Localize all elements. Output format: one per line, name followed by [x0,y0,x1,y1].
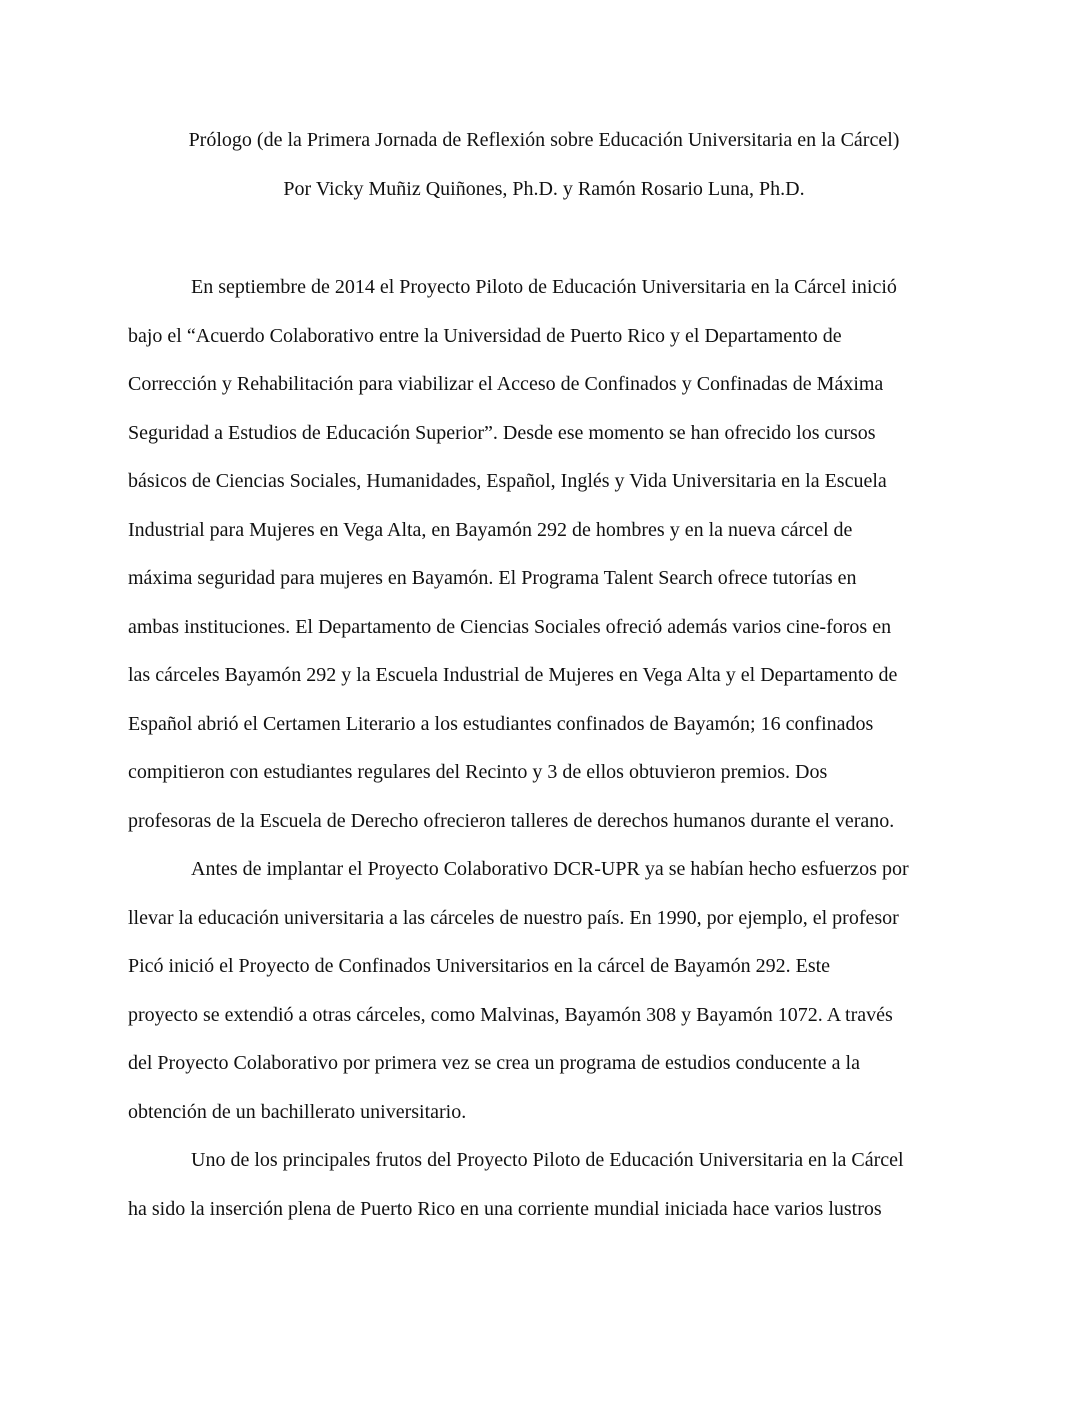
paragraph-line: Corrección y Rehabilitación para viabilizar el Acceso de Confinados y Confinadas de Máxima [128,373,884,395]
paragraph-line: Picó inició el Proyecto de Confinados Universitarios en la cárcel de Bayamón 292. Este [128,955,831,977]
paragraph-line: En septiembre de 2014 el Proyecto Piloto de Educación Universitaria en la Cárcel inició [191,276,897,298]
paragraph-line: Uno de los principales frutos del Proyecto Piloto de Educación Universitaria en la Cárcel [191,1149,904,1171]
paragraph-line: las cárceles Bayamón 292 y la Escuela Industrial de Mujeres en Vega Alta y el Departamento de [128,664,898,686]
paragraph-line: ambas instituciones. El Departamento de Ciencias Sociales ofreció además varios cine-foros en [128,616,892,638]
paragraph-line: bajo el “Acuerdo Colaborativo entre la Universidad de Puerto Rico y el Departamento de [128,325,842,347]
paragraph-line: Industrial para Mujeres en Vega Alta, en Bayamón 292 de hombres y en la nueva cárcel de [128,519,853,541]
document-title: Prólogo (de la Primera Jornada de Reflexión sobre Educación Universitaria en la Cárcel) [188,129,900,151]
document-byline: Por Vicky Muñiz Quiñones, Ph.D. y Ramón Rosario Luna, Ph.D. [283,178,805,200]
paragraph-line: llevar la educación universitaria a las cárceles de nuestro país. En 1990, por ejemplo, el profesor [128,907,899,929]
paragraph-line: compitieron con estudiantes regulares del Recinto y 3 de ellos obtuvieron premios. Dos [128,761,828,783]
paragraph-line: obtención de un bachillerato universitario. [128,1101,467,1123]
paragraph-line: profesoras de la Escuela de Derecho ofrecieron talleres de derechos humanos durante el verano. [128,810,895,832]
paragraph-line: del Proyecto Colaborativo por primera vez se crea un programa de estudios conducente a la [128,1052,860,1074]
paragraph-line: proyecto se extendió a otras cárceles, como Malvinas, Bayamón 308 y Bayamón 1072. A través [128,1004,893,1026]
paragraph-line: máxima seguridad para mujeres en Bayamón. El Programa Talent Search ofrece tutorías en [128,567,857,589]
paragraph-line: Antes de implantar el Proyecto Colaborativo DCR-UPR ya se habían hecho esfuerzos por [191,858,909,880]
paragraph-line: básicos de Ciencias Sociales, Humanidades, Español, Inglés y Vida Universitaria en la Escuela [128,470,887,492]
paragraph-line: ha sido la inserción plena de Puerto Rico en una corriente mundial iniciada hace varios lustros [128,1198,882,1220]
paragraph-line: Seguridad a Estudios de Educación Superior”. Desde ese momento se han ofrecido los cursos [128,422,876,444]
paragraph-line: Español abrió el Certamen Literario a los estudiantes confinados de Bayamón; 16 confinados [128,713,874,735]
